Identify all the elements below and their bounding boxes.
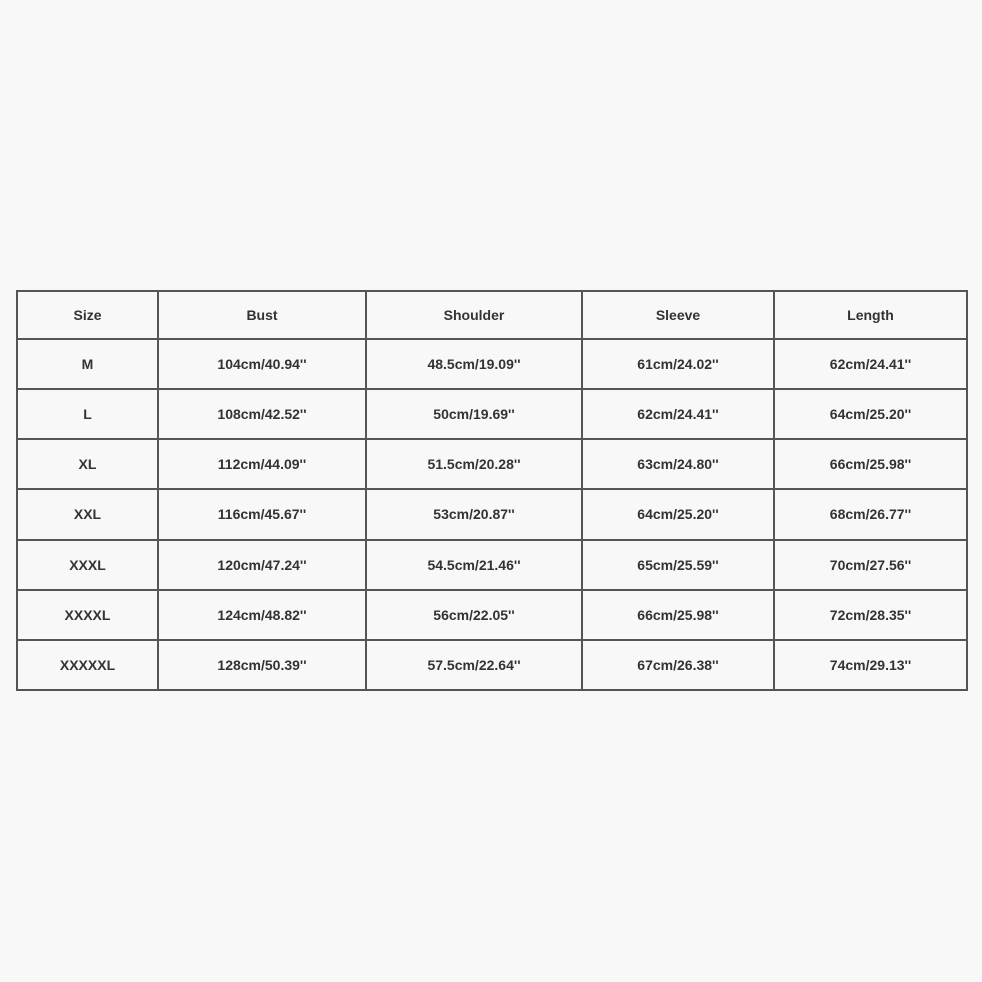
cell-size: XXXL: [17, 540, 158, 590]
table-row: [17, 540, 967, 590]
cell-length: 64cm/25.20'': [774, 389, 967, 439]
header-size: Size: [17, 291, 158, 339]
header-sleeve: Sleeve: [582, 291, 774, 339]
cell-length: 68cm/26.77'': [774, 489, 967, 539]
table-row: [17, 389, 967, 439]
header-bust: Bust: [158, 291, 366, 339]
table-row: [17, 640, 967, 690]
cell-sleeve: 65cm/25.59'': [582, 540, 774, 590]
cell-size: XXL: [17, 489, 158, 539]
cell-bust: 116cm/45.67'': [158, 489, 366, 539]
cell-shoulder: 50cm/19.69'': [366, 389, 582, 439]
header-row: [17, 291, 967, 339]
cell-shoulder: 57.5cm/22.64'': [366, 640, 582, 690]
cell-length: 62cm/24.41'': [774, 339, 967, 389]
size-chart-table: [16, 290, 968, 691]
table-body: [17, 339, 967, 690]
cell-shoulder: 54.5cm/21.46'': [366, 540, 582, 590]
cell-sleeve: 63cm/24.80'': [582, 439, 774, 489]
cell-sleeve: 66cm/25.98'': [582, 590, 774, 640]
header-length: Length: [774, 291, 967, 339]
cell-bust: 108cm/42.52'': [158, 389, 366, 439]
cell-shoulder: 48.5cm/19.09'': [366, 339, 582, 389]
table-row: [17, 590, 967, 640]
cell-size: XXXXL: [17, 590, 158, 640]
cell-bust: 128cm/50.39'': [158, 640, 366, 690]
cell-sleeve: 62cm/24.41'': [582, 389, 774, 439]
cell-bust: 104cm/40.94'': [158, 339, 366, 389]
cell-length: 70cm/27.56'': [774, 540, 967, 590]
cell-shoulder: 51.5cm/20.28'': [366, 439, 582, 489]
cell-shoulder: 53cm/20.87'': [366, 489, 582, 539]
cell-sleeve: 61cm/24.02'': [582, 339, 774, 389]
cell-size: M: [17, 339, 158, 389]
cell-bust: 112cm/44.09'': [158, 439, 366, 489]
table-row: [17, 489, 967, 539]
cell-sleeve: 67cm/26.38'': [582, 640, 774, 690]
cell-size: XL: [17, 439, 158, 489]
cell-bust: 124cm/48.82'': [158, 590, 366, 640]
cell-bust: 120cm/47.24'': [158, 540, 366, 590]
table-row: [17, 439, 967, 489]
cell-length: 74cm/29.13'': [774, 640, 967, 690]
cell-size: XXXXXL: [17, 640, 158, 690]
cell-size: L: [17, 389, 158, 439]
table-header: [17, 291, 967, 339]
table-row: [17, 339, 967, 389]
cell-length: 72cm/28.35'': [774, 590, 967, 640]
cell-length: 66cm/25.98'': [774, 439, 967, 489]
header-shoulder: Shoulder: [366, 291, 582, 339]
cell-sleeve: 64cm/25.20'': [582, 489, 774, 539]
cell-shoulder: 56cm/22.05'': [366, 590, 582, 640]
